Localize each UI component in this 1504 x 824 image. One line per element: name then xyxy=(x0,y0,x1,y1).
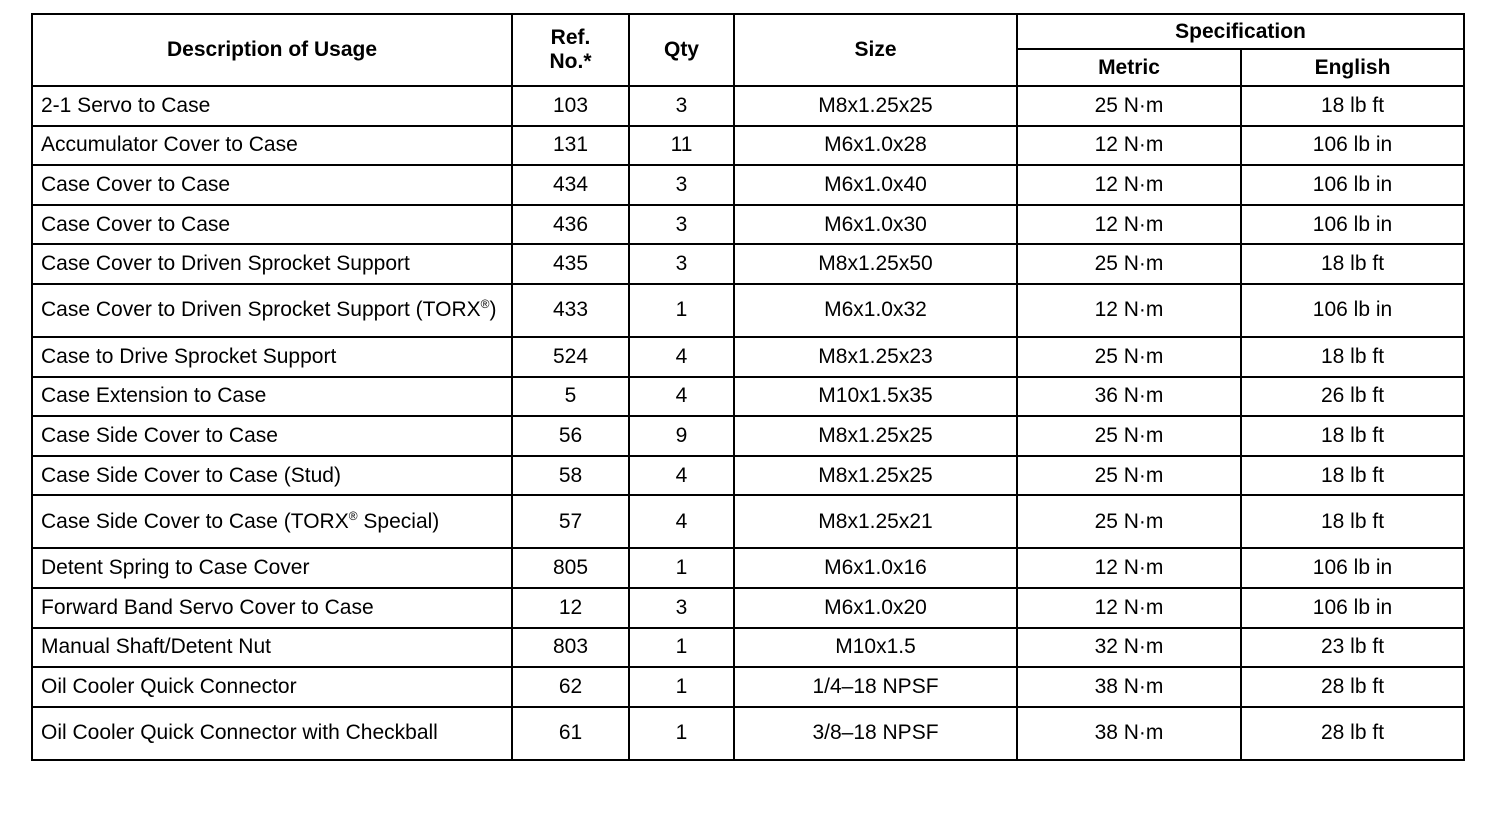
cell-english: 106 lb in xyxy=(1241,284,1464,337)
cell-ref-no: 436 xyxy=(512,205,629,245)
table-row xyxy=(32,628,1464,668)
cell-english: 106 lb in xyxy=(1241,588,1464,628)
cell-metric: 12 N·m xyxy=(1017,284,1241,337)
cell-size: M6x1.0x16 xyxy=(734,548,1017,588)
cell-qty: 3 xyxy=(629,86,734,126)
cell-metric: 25 N·m xyxy=(1017,86,1241,126)
cell-description xyxy=(32,126,512,166)
cell-ref-no: 57 xyxy=(512,495,629,548)
cell-size: M6x1.0x40 xyxy=(734,165,1017,205)
table-row xyxy=(32,667,1464,707)
cell-metric: 12 N·m xyxy=(1017,126,1241,166)
cell-ref-no: 805 xyxy=(512,548,629,588)
cell-metric: 36 N·m xyxy=(1017,377,1241,417)
cell-qty: 1 xyxy=(629,548,734,588)
cell-qty: 4 xyxy=(629,456,734,496)
cell-metric: 12 N·m xyxy=(1017,205,1241,245)
cell-size: 3/8–18 NPSF xyxy=(734,707,1017,760)
cell-ref-no: 58 xyxy=(512,456,629,496)
cell-description xyxy=(32,284,512,337)
cell-english: 106 lb in xyxy=(1241,205,1464,245)
cell-english: 18 lb ft xyxy=(1241,495,1464,548)
cell-english: 106 lb in xyxy=(1241,548,1464,588)
cell-size: M8x1.25x25 xyxy=(734,416,1017,456)
cell-metric: 38 N·m xyxy=(1017,667,1241,707)
table-row xyxy=(32,284,1464,337)
header-english: English xyxy=(1241,49,1464,86)
cell-ref-no: 61 xyxy=(512,707,629,760)
header-metric: Metric xyxy=(1017,49,1241,86)
description-text: Oil Cooler Quick Connector xyxy=(41,674,297,698)
cell-metric: 25 N·m xyxy=(1017,416,1241,456)
cell-qty: 1 xyxy=(629,628,734,668)
cell-qty: 3 xyxy=(629,205,734,245)
cell-english: 18 lb ft xyxy=(1241,416,1464,456)
cell-ref-no: 131 xyxy=(512,126,629,166)
cell-ref-no: 5 xyxy=(512,377,629,417)
cell-description xyxy=(32,416,512,456)
cell-description xyxy=(32,165,512,205)
description-text: Oil Cooler Quick Connector with Checkball xyxy=(41,721,438,745)
cell-english: 28 lb ft xyxy=(1241,707,1464,760)
table-row xyxy=(32,337,1464,377)
cell-english: 106 lb in xyxy=(1241,165,1464,205)
cell-size: M8x1.25x21 xyxy=(734,495,1017,548)
cell-english: 23 lb ft xyxy=(1241,628,1464,668)
header-specification: Specification xyxy=(1017,14,1464,49)
table-row xyxy=(32,416,1464,456)
description-suffix: ) xyxy=(489,298,497,322)
cell-description xyxy=(32,377,512,417)
cell-description xyxy=(32,588,512,628)
cell-metric: 12 N·m xyxy=(1017,548,1241,588)
table-row xyxy=(32,456,1464,496)
cell-metric: 25 N·m xyxy=(1017,244,1241,284)
cell-english: 26 lb ft xyxy=(1241,377,1464,417)
cell-description xyxy=(32,667,512,707)
description-text: Accumulator Cover to Case xyxy=(41,133,298,157)
cell-size: M8x1.25x25 xyxy=(734,456,1017,496)
description-text: Case to Drive Sprocket Support xyxy=(41,344,337,368)
cell-description xyxy=(32,456,512,496)
cell-english: 18 lb ft xyxy=(1241,337,1464,377)
cell-metric: 25 N·m xyxy=(1017,495,1241,548)
cell-size: M6x1.0x30 xyxy=(734,205,1017,245)
cell-ref-no: 103 xyxy=(512,86,629,126)
cell-qty: 1 xyxy=(629,667,734,707)
table-row xyxy=(32,377,1464,417)
cell-size: M10x1.5x35 xyxy=(734,377,1017,417)
cell-description xyxy=(32,628,512,668)
header-description: Description of Usage xyxy=(32,14,512,86)
description-text: Case Cover to Case xyxy=(41,212,231,236)
cell-metric: 38 N·m xyxy=(1017,707,1241,760)
header-qty: Qty xyxy=(629,14,734,86)
cell-description xyxy=(32,86,512,126)
cell-qty: 3 xyxy=(629,588,734,628)
cell-description xyxy=(32,548,512,588)
cell-size: M8x1.25x50 xyxy=(734,244,1017,284)
cell-english: 18 lb ft xyxy=(1241,244,1464,284)
cell-qty: 3 xyxy=(629,244,734,284)
cell-qty: 9 xyxy=(629,416,734,456)
cell-metric: 25 N·m xyxy=(1017,337,1241,377)
cell-size: M8x1.25x25 xyxy=(734,86,1017,126)
table-row xyxy=(32,86,1464,126)
cell-ref-no: 435 xyxy=(512,244,629,284)
table-row xyxy=(32,126,1464,166)
cell-qty: 1 xyxy=(629,284,734,337)
table-body xyxy=(32,86,1464,760)
table-row xyxy=(32,244,1464,284)
description-text: Detent Spring to Case Cover xyxy=(41,556,310,580)
cell-ref-no: 524 xyxy=(512,337,629,377)
header-size: Size xyxy=(734,14,1017,86)
cell-qty: 1 xyxy=(629,707,734,760)
cell-ref-no: 12 xyxy=(512,588,629,628)
cell-description xyxy=(32,707,512,760)
cell-description xyxy=(32,495,512,548)
cell-size: M6x1.0x32 xyxy=(734,284,1017,337)
header-ref-line2: No.* xyxy=(549,50,592,73)
table-row xyxy=(32,205,1464,245)
header-ref-no xyxy=(512,14,629,86)
description-text: Forward Band Servo Cover to Case xyxy=(41,595,374,619)
cell-size: M6x1.0x28 xyxy=(734,126,1017,166)
torque-specification-table xyxy=(31,13,1465,761)
description-text: Case Extension to Case xyxy=(41,384,267,408)
cell-metric: 12 N·m xyxy=(1017,588,1241,628)
registered-mark: ® xyxy=(480,297,490,312)
description-text: Case Side Cover to Case xyxy=(41,423,278,447)
cell-ref-no: 433 xyxy=(512,284,629,337)
cell-english: 106 lb in xyxy=(1241,126,1464,166)
description-suffix: Special) xyxy=(357,509,440,533)
table-row xyxy=(32,548,1464,588)
cell-qty: 4 xyxy=(629,377,734,417)
table-row xyxy=(32,707,1464,760)
cell-metric: 32 N·m xyxy=(1017,628,1241,668)
cell-metric: 12 N·m xyxy=(1017,165,1241,205)
description-text: Case Cover to Driven Sprocket Support xyxy=(41,252,410,276)
cell-qty: 3 xyxy=(629,165,734,205)
header-ref-line1: Ref. xyxy=(550,26,591,49)
cell-size: M8x1.25x23 xyxy=(734,337,1017,377)
description-text: Case Side Cover to Case (Stud) xyxy=(41,463,341,487)
registered-mark: ® xyxy=(348,508,358,523)
cell-ref-no: 803 xyxy=(512,628,629,668)
description-text: Case Cover to Driven Sprocket Support (TORX xyxy=(41,298,481,322)
table-row xyxy=(32,588,1464,628)
description-text: 2-1 Servo to Case xyxy=(41,93,211,117)
cell-english: 18 lb ft xyxy=(1241,456,1464,496)
cell-size: 1/4–18 NPSF xyxy=(734,667,1017,707)
cell-size: M6x1.0x20 xyxy=(734,588,1017,628)
cell-description xyxy=(32,244,512,284)
cell-ref-no: 62 xyxy=(512,667,629,707)
description-text: Case Side Cover to Case (TORX xyxy=(41,509,349,533)
cell-english: 28 lb ft xyxy=(1241,667,1464,707)
cell-ref-no: 56 xyxy=(512,416,629,456)
cell-description xyxy=(32,337,512,377)
cell-description xyxy=(32,205,512,245)
cell-qty: 4 xyxy=(629,495,734,548)
cell-qty: 11 xyxy=(629,126,734,166)
table-row xyxy=(32,495,1464,548)
description-text: Case Cover to Case xyxy=(41,172,231,196)
description-text: Manual Shaft/Detent Nut xyxy=(41,635,271,659)
table-row xyxy=(32,165,1464,205)
cell-english: 18 lb ft xyxy=(1241,86,1464,126)
cell-size: M10x1.5 xyxy=(734,628,1017,668)
cell-ref-no: 434 xyxy=(512,165,629,205)
cell-metric: 25 N·m xyxy=(1017,456,1241,496)
cell-qty: 4 xyxy=(629,337,734,377)
